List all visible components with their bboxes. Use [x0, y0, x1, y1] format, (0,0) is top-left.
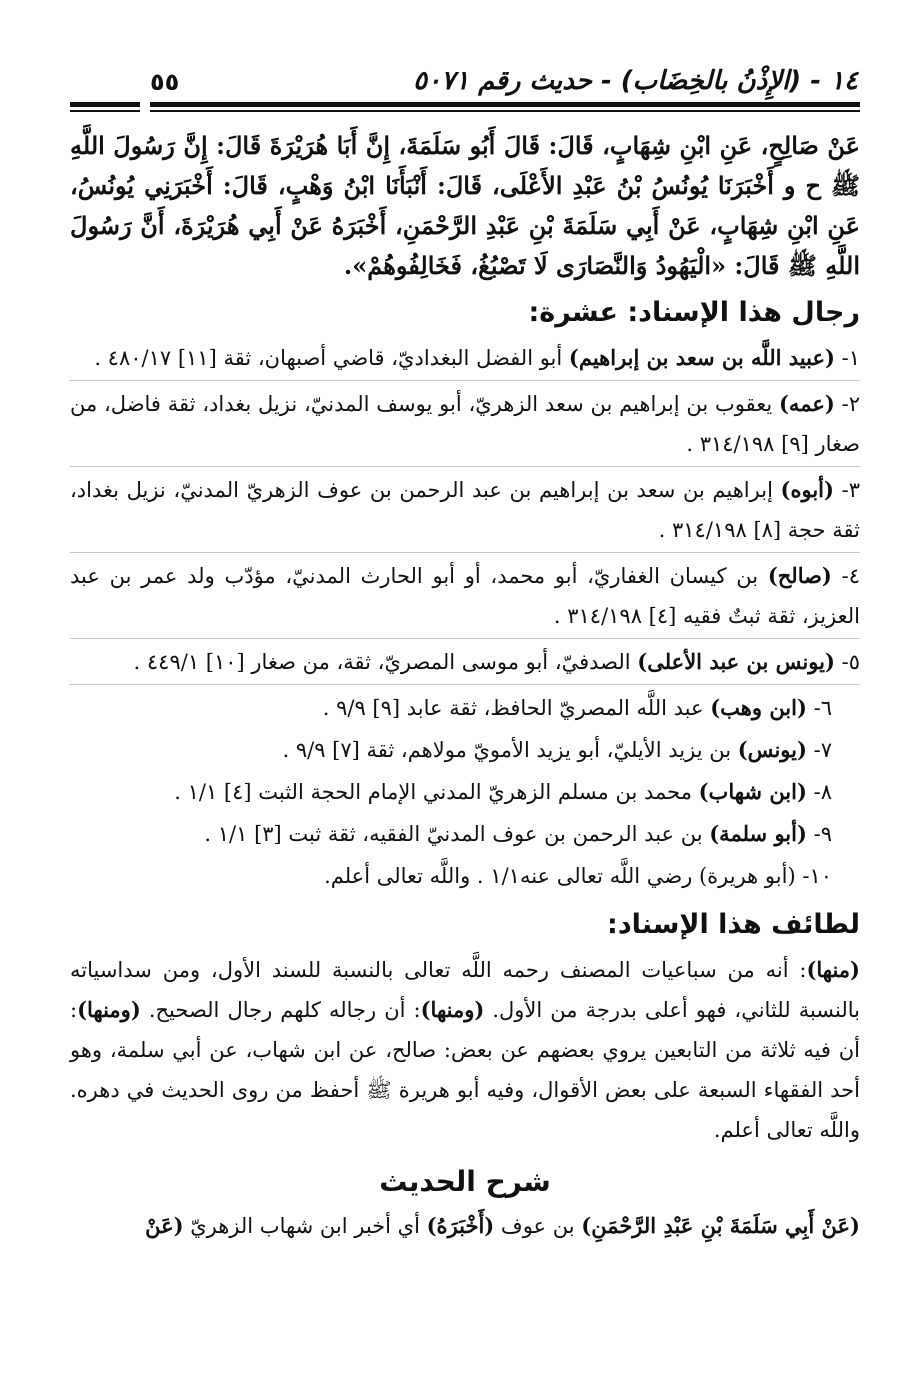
chapter-title: ١٤ - (الإِذْنُ بالخِضَاب) - حديث رقم ٥٠٧١ — [413, 66, 858, 96]
sharh-paragraph: (عَنْ أَبِي سَلَمَةَ بْنِ عَبْدِ الرَّحْمَنِ) بن عوف (أَخْبَرَهُ) أي أخبر ابن شهاب الزهريّ (عَنْ — [145, 1213, 860, 1238]
rule-thin — [150, 110, 860, 112]
sharh-heading: شرح الحديث — [379, 1165, 551, 1198]
rule-left-thick — [70, 102, 140, 107]
narrators-heading: رجال هذا الإسناد: عشرة: — [528, 297, 860, 328]
narrator-item: ٧- (يونس) بن يزيد الأيليّ، أبو يزيد الأمويّ مولاهم، ثقة [٧] ٩/٩ . — [282, 737, 832, 762]
rule-thick — [150, 102, 860, 107]
page-header — [70, 52, 860, 96]
hadith-text: عَنْ صَالِحٍ، عَنِ ابْنِ شِهَابٍ، قَالَ: قَالَ أَبُو سَلَمَةَ، إِنَّ أَبَا هُرَيْرَةَ قَالَ: إِنَّ رَسُولَ اللَّهِ ﷺ ح و أَخْبَرَنَا يُونُسُ بْنُ عَبْدِ الأَعْلَى، قَالَ: أَنْبَأَنَا ابْنُ وَهْبٍ، قَالَ: أَخْبَرَنِي يُونُسُ، عَنِ ابْنِ شِهَابٍ، عَنْ أَبِي سَلَمَةَ بْنِ عَبْدِ الرَّحْمَنِ، أَخْبَرَهُ عَنْ أَبِي هُرَيْرَةَ، أَنَّ رَسُولَ اللَّهِ ﷺ قَالَ: «الْيَهُودُ وَالنَّصَارَى لَا تَصْبُغُ، فَخَالِفُوهُمْ». — [70, 131, 861, 280]
narrator-item: ١٠- (أبو هريرة) رضي اللَّه تعالى عنه١/١ . واللَّه تعالى أعلم. — [324, 864, 832, 888]
narrator-item: ٣- (أبوه) إبراهيم بن سعد بن إبراهيم بن عبد الرحمن بن عوف الزهريّ المدنيّ، نزيل بغداد، ثقة حجة [٨] ٣١٤/١٩٨ . — [70, 470, 860, 553]
narrator-item: ٨- (ابن شهاب) محمد بن مسلم الزهريّ المدني الإمام الحجة الثبت [٤] ١/١ . — [174, 779, 832, 804]
narrator-item: ٩- (أبو سلمة) بن عبد الرحمن بن عوف المدنيّ الفقيه، ثقة ثبت [٣] ١/١ . — [204, 821, 832, 846]
page-number: ٥٥ — [150, 68, 180, 96]
latif-paragraph: (منها): أنه من سباعيات المصنف رحمه اللَّه تعالى بالنسبة للسند الأول، ومن سداسياته بالنسبة للثاني، فهو أعلى بدرجة من الأول. (ومنها): أن رجاله كلهم رجال الصحيح. (ومنها): أن فيه ثلاثة من التابعين يروي بعضهم عن بعض: صالح، عن ابن شهاب، عن أبي سلمة، وهو أحد الفقهاء السبعة على بعض الأقوال، وفيه أبو هريرة ﷺ أحفظ من روى الحديث في دهره. واللَّه تعالى أعلم. — [70, 957, 861, 1142]
book-page — [70, 52, 860, 1246]
narrators-list — [70, 338, 860, 898]
latif-heading: لطائف هذا الإسناد: — [607, 909, 860, 940]
narrator-item: ٦- (ابن وهب) عبد اللَّه المصريّ الحافظ، ثقة عابد [٩] ٩/٩ . — [322, 695, 832, 720]
narrator-item: ٢- (عمه) يعقوب بن إبراهيم بن سعد الزهريّ، أبو يوسف المدنيّ، نزيل بغداد، ثقة فاضل، من صغار [٩] ٣١٤/١٩٨ . — [70, 384, 860, 467]
rule-left-thin — [70, 110, 140, 112]
header-rule — [70, 100, 860, 116]
narrator-item: ١- (عبيد اللَّه بن سعد بن إبراهيم) أبو الفضل البغداديّ، قاضي أصبهان، ثقة [١١] ٤٨٠/١٧ . — [70, 338, 860, 381]
narrator-item: ٤- (صالح) بن كيسان الغفاريّ، أبو محمد، أو أبو الحارث المدنيّ، مؤدّب ولد عمر بن عبد العزيز، ثقة ثبتٌ فقيه [٤] ٣١٤/١٩٨ . — [70, 556, 860, 639]
narrator-item: ٥- (يونس بن عبد الأعلى) الصدفيّ، أبو موسى المصريّ، ثقة، من صغار [١٠] ٤٤٩/١ . — [70, 642, 860, 685]
